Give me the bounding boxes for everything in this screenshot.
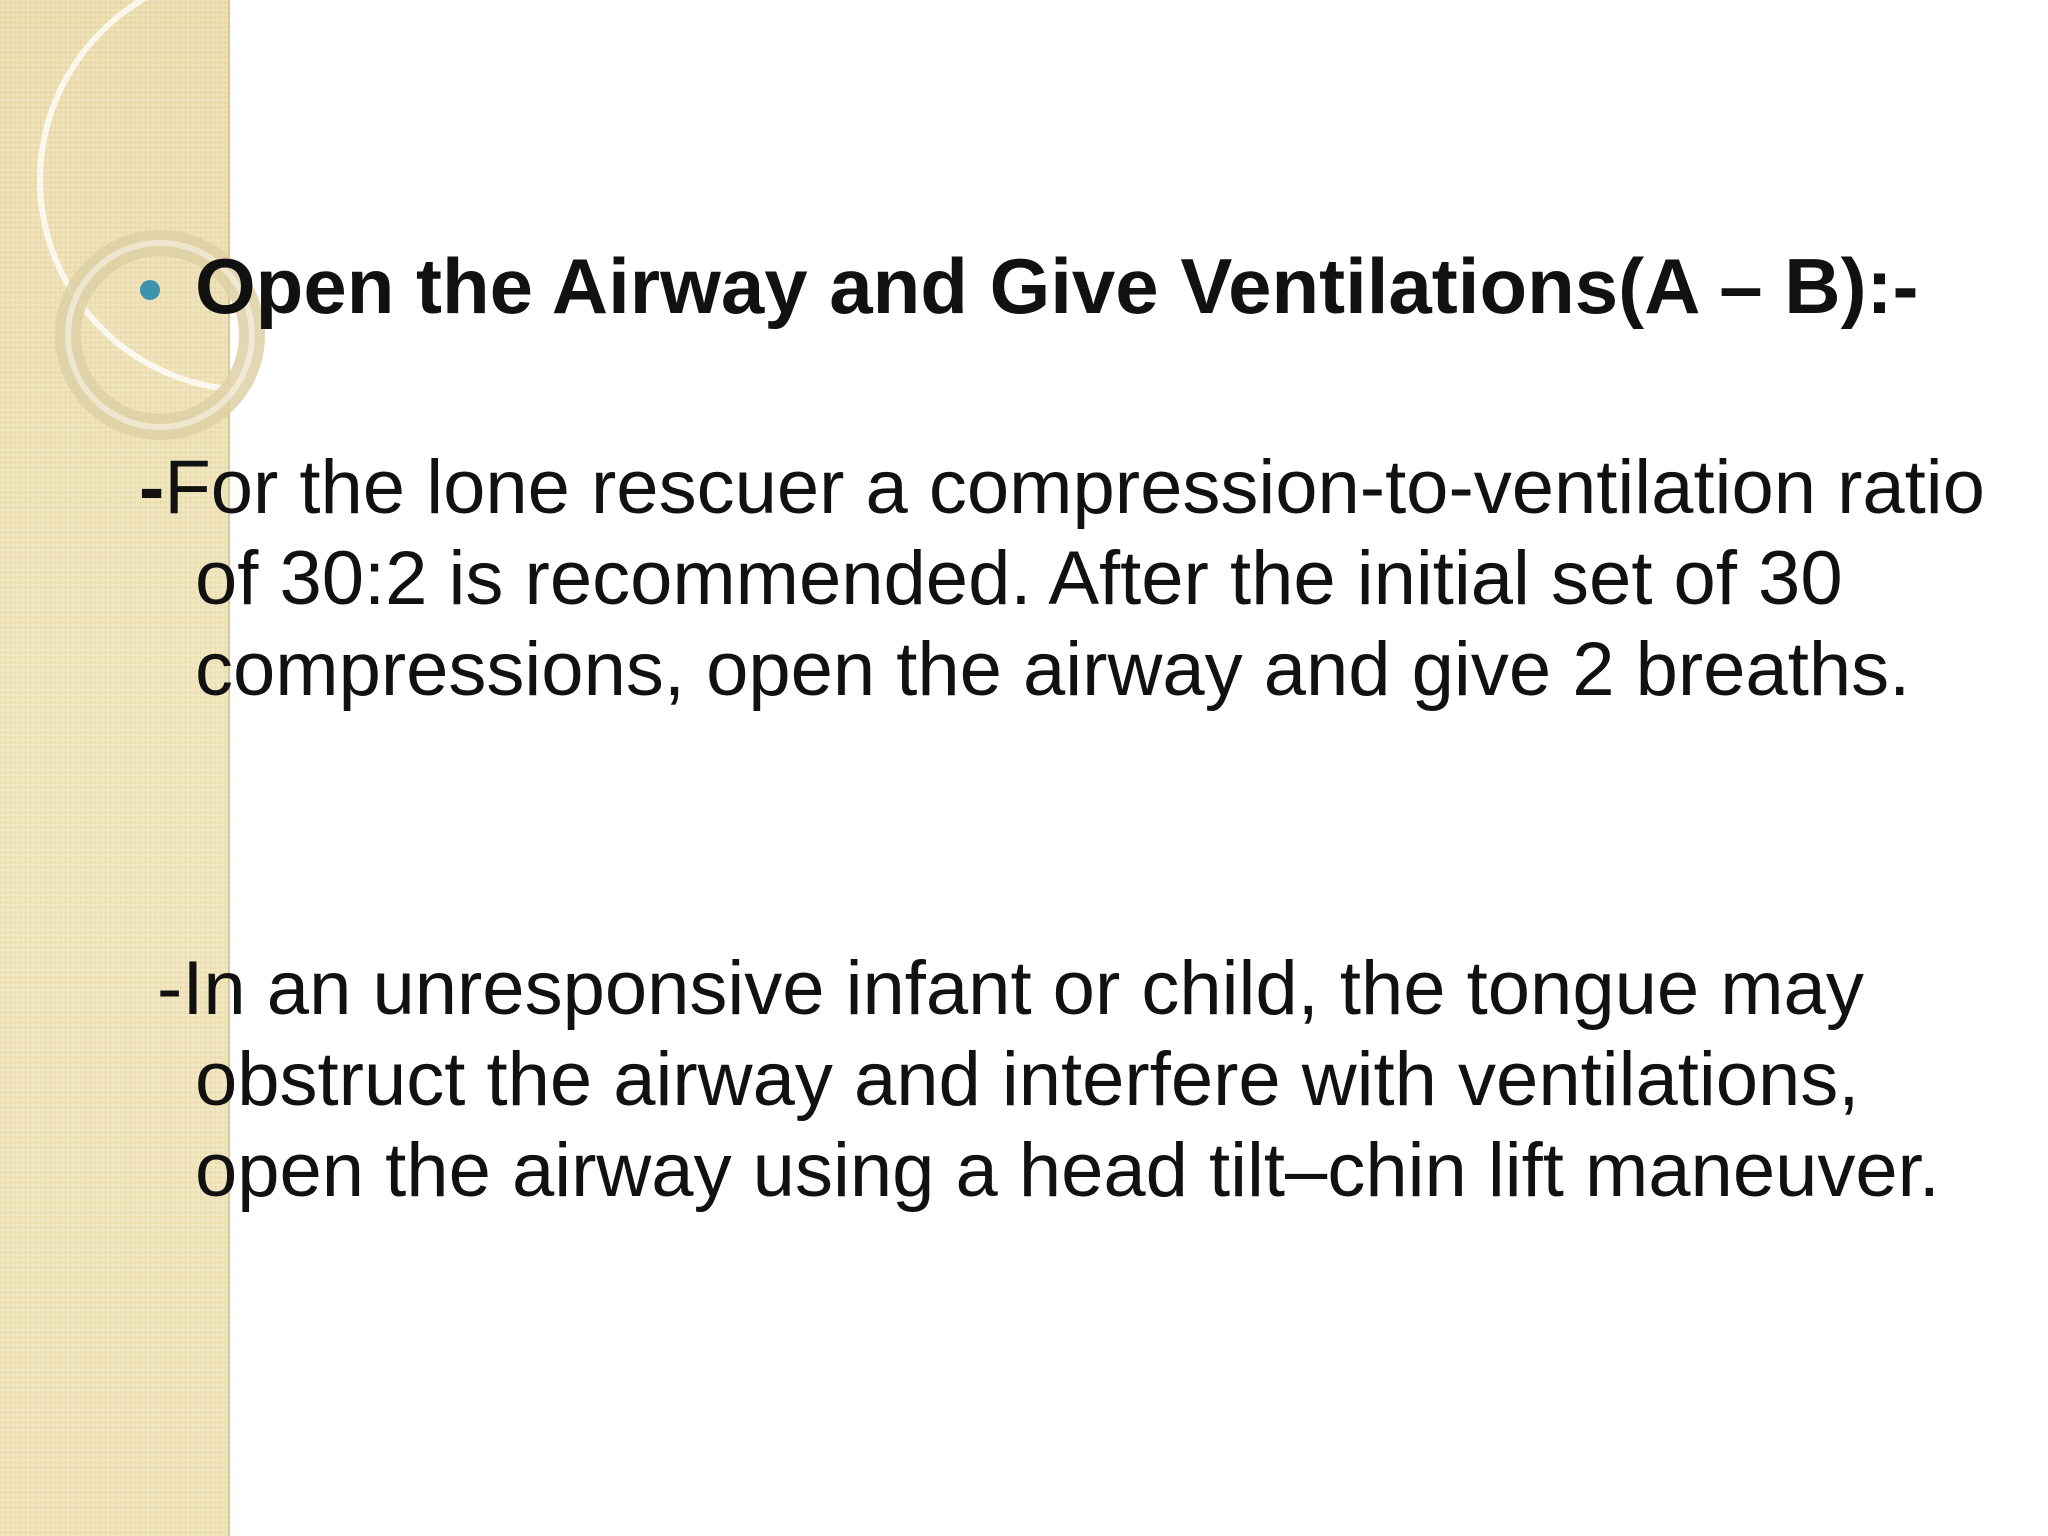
paragraph-airway-obstruction — [139, 943, 2015, 1216]
paragraph-text: In an unresponsive infant or child, the tongue may obstruct the airway and interfere with ventilations, open the airway using a head tilt–chin lift maneuver. — [182, 946, 1940, 1213]
paragraph-dash: - — [157, 946, 183, 1031]
slide-heading: Open the Airway and Give Ventilations(A – B):- — [195, 242, 1919, 330]
decorative-rings — [0, 0, 260, 460]
paragraph-lone-rescuer — [139, 442, 2015, 715]
paragraph-text: For the lone rescuer a compression-to-ventilation ratio of 30:2 is recommended. After the initial set of 30 compressions, open the airway and give 2 breaths. — [164, 445, 1985, 712]
bullet-icon — [140, 280, 160, 300]
paragraph-dash: - — [139, 445, 165, 530]
